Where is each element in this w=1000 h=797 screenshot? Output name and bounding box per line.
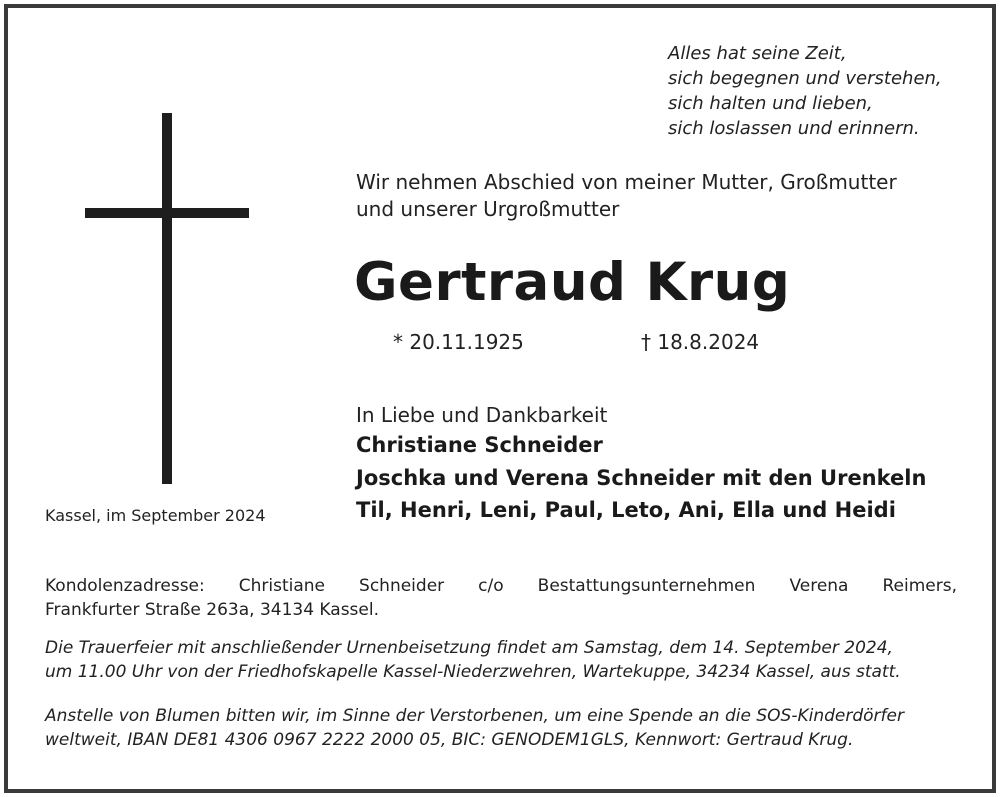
mourner-line: Til, Henri, Leni, Paul, Leto, Ani, Ella und Heidi	[356, 498, 896, 522]
condolence-word: c/o	[478, 576, 504, 596]
condolence-word: Bestattungsunternehmen	[537, 576, 756, 596]
donation-line: weltweit, IBAN DE81 4306 0967 2222 2000 05, BIC: GENODEM1GLS, Kennwort: Gertraud Krug.	[45, 730, 854, 750]
birth-date: * 20.11.1925	[393, 330, 524, 354]
mourner-line: Christiane Schneider	[356, 433, 603, 457]
service-line: Die Trauerfeier mit anschließender Urnenbeisetzung findet am Samstag, dem 14. September 2024,	[45, 638, 893, 658]
poem	[668, 41, 942, 141]
donation-line: Anstelle von Blumen bitten wir, im Sinne der Verstorbenen, um eine Spende an die SOS-Kinderdörfer	[45, 706, 904, 726]
condolence-line	[45, 574, 957, 598]
condolence-word: Schneider	[359, 576, 445, 596]
funeral-service-info	[45, 636, 957, 684]
condolence-address	[45, 574, 957, 622]
death-date: † 18.8.2024	[641, 330, 760, 354]
condolence-word: Verena	[789, 576, 849, 596]
farewell-intro	[356, 169, 897, 223]
cross-horizontal-bar	[85, 208, 249, 218]
poem-line: sich begegnen und verstehen,	[668, 68, 942, 89]
condolence-word: Reimers,	[882, 576, 957, 596]
deceased-name: Gertraud Krug	[354, 252, 791, 313]
service-line: um 11.00 Uhr von der Friedhofskapelle Kassel-Niederzwehren, Wartekuppe, 34234 Kassel, aus statt.	[45, 662, 901, 682]
mourners-intro: In Liebe und Dankbarkeit	[356, 403, 608, 427]
farewell-intro-line: und unserer Urgroßmutter	[356, 197, 620, 221]
poem-line: sich loslassen und erinnern.	[668, 118, 920, 139]
poem-line: sich halten und lieben,	[668, 93, 873, 114]
farewell-intro-line: Wir nehmen Abschied von meiner Mutter, Großmutter	[356, 170, 897, 194]
condolence-word: Kondolenzadresse:	[45, 576, 205, 596]
cross-vertical-bar	[162, 113, 172, 484]
donation-info	[45, 704, 957, 752]
mourner-line: Joschka und Verena Schneider mit den Urenkeln	[356, 466, 927, 490]
condolence-word: Christiane	[238, 576, 326, 596]
poem-line: Alles hat seine Zeit,	[668, 43, 847, 64]
condolence-line: Frankfurter Straße 263a, 34134 Kassel.	[45, 600, 379, 620]
place-date: Kassel, im September 2024	[45, 506, 266, 525]
